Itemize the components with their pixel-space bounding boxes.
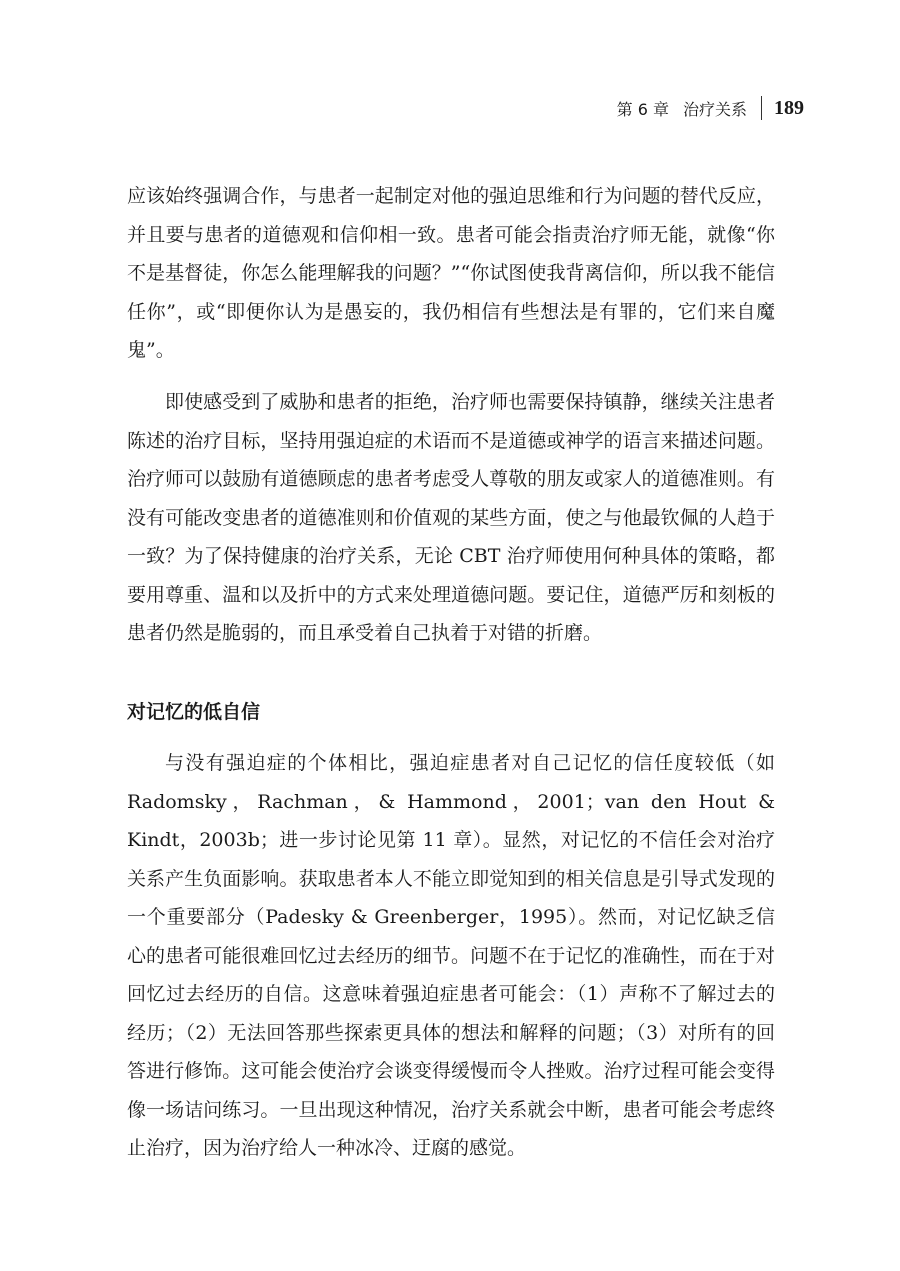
running-header [617, 94, 804, 122]
paragraph-memory-confidence: 与没有强迫症的个体相比，强迫症患者对自己记忆的信任度较低（如 Radomsky，Rachman，& Hammond，2001；van den Hout & Kindt，2003b；进一步讨论见第 11 章）。显然，对记忆的不信任会对治疗关系产生负面影响。获取患者本人不能立即觉知到的相关信息是引导式发现的一个重要部分（Padesky & Greenberger，1995）。然而，对记忆缺乏信心的患者可能很难回忆过去经历的细节。问题不在于记忆的准确性，而在于对回忆过去经历的自信。这意味着强迫症患者可能会：（1）声称不了解过去的经历；（2）无法回答那些探索更具体的想法和解释的问题；（3）对所有的回答进行修饰。这可能会使治疗会谈变得缓慢而令人挫败。治疗过程可能会变得像一场诘问练习。一旦出现这种情况，治疗关系就会中断，患者可能会考虑终止治疗，因为治疗给人一种冰冷、迂腐的感觉。 [127, 752, 775, 1159]
chapter-number: 第 6 章 [616, 99, 669, 119]
page-number: 189 [774, 96, 804, 119]
paragraph-continuation: 应该始终强调合作，与患者一起制定对他的强迫思维和行为问题的替代反应，并且要与患者的道德观和信仰相一致。患者可能会指责治疗师无能，就像“你不是基督徒，你怎么能理解我的问题？”“你试图使我背离信仰，所以我不能信任你”，或“即便你认为是愚妄的，我仍相信有些想法是有罪的，它们来自魔鬼”。 [127, 185, 775, 361]
chapter-title: 治疗关系 [682, 99, 747, 119]
header-divider [761, 96, 762, 120]
section-heading: 对记忆的低自信 [127, 701, 261, 723]
paragraph-moral-concerns: 即使感受到了威胁和患者的拒绝，治疗师也需要保持镇静，继续关注患者陈述的治疗目标，坚持用强迫症的术语而不是道德或神学的语言来描述问题。治疗师可以鼓励有道德顾虑的患者考虑受人尊敬的朋友或家人的道德准则。有没有可能改变患者的道德准则和价值观的某些方面，使之与他最钦佩的人趋于一致？为了保持健康的治疗关系，无论 CBT 治疗师使用何种具体的策略，都要用尊重、温和以及折中的方式来处理道德问题。要记住，道德严厉和刻板的患者仍然是脆弱的，而且承受着自己执着于对错的折磨。 [127, 391, 775, 644]
